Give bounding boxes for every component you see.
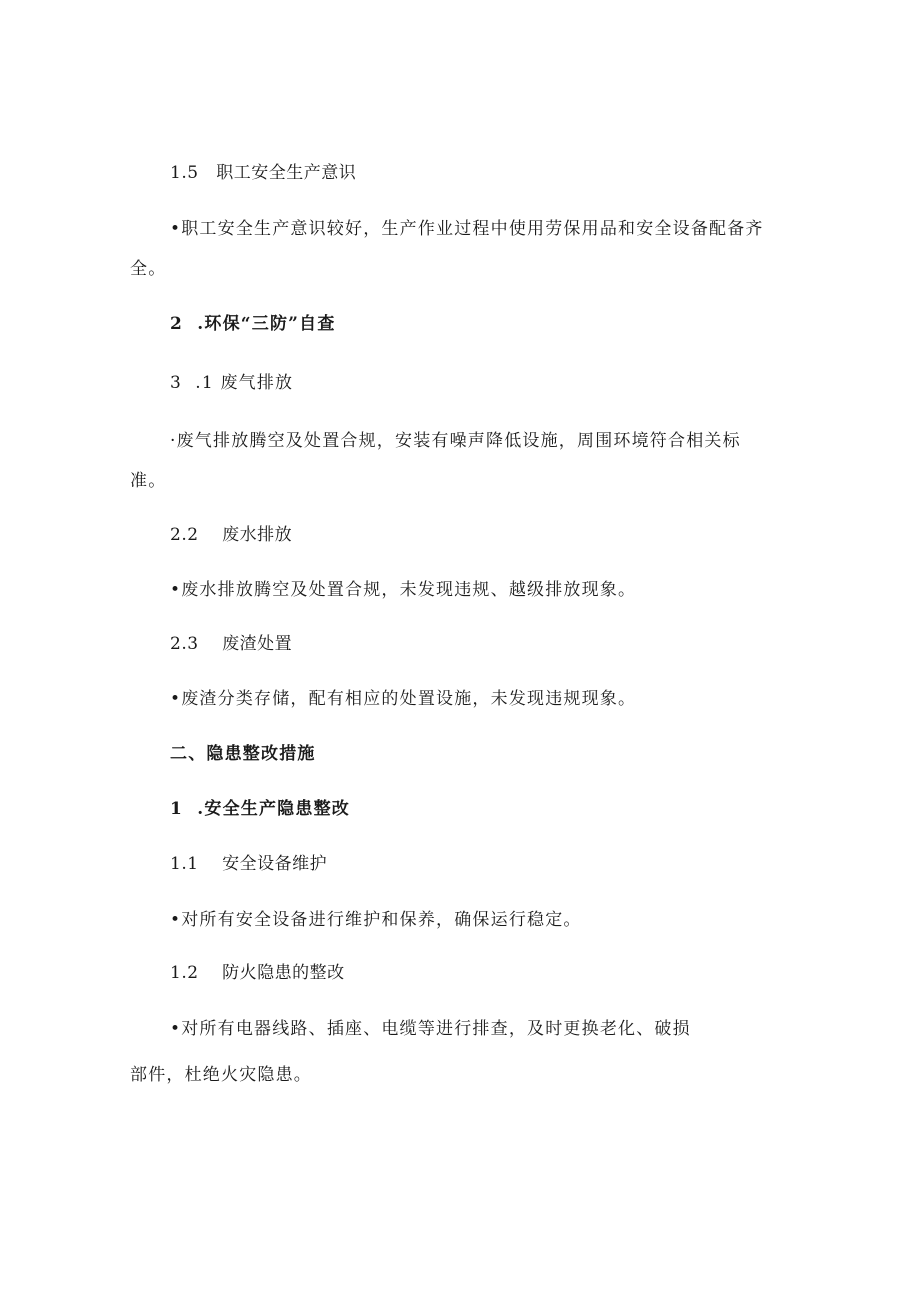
paragraph-1-2-line-2: 部件，杜绝火灾隐患。	[130, 1065, 312, 1085]
section-heading-3-1: 3 .1 废气排放	[170, 373, 294, 393]
section-heading-1-5: 1.5 职工安全生产意识	[170, 163, 357, 183]
paragraph-2-3: •废渣分类存储，配有相应的处置设施，未发现违规现象。	[170, 689, 637, 709]
section-heading-2-3: 2.3 废渣处置	[170, 634, 293, 654]
section-heading-2: 2 .环保“三防”自查	[170, 314, 336, 334]
paragraph-3-1-line-1: ·废气排放腾空及处置合规，安装有噪声降低设施，周围环境符合相关标	[170, 431, 741, 451]
paragraph-1-5-line-2: 全。	[130, 259, 167, 279]
paragraph-1-2-line-1: •对所有电器线路、插座、电缆等进行排查，及时更换老化、破损	[170, 1019, 691, 1039]
section-heading-1-1: 1.1 安全设备维护	[170, 854, 328, 874]
section-heading-1-2: 1.2 防火隐患的整改	[170, 963, 345, 983]
paragraph-2-2: •废水排放腾空及处置合规，未发现违规、越级排放现象。	[170, 580, 637, 600]
paragraph-1-5-line-1: •职工安全生产意识较好，生产作业过程中使用劳保用品和安全设备配备齐	[170, 219, 764, 239]
section-heading-1: 1 .安全生产隐患整改	[170, 799, 350, 819]
section-heading-two: 二、隐患整改措施	[170, 744, 316, 764]
paragraph-1-1: •对所有安全设备进行维护和保养，确保运行稳定。	[170, 910, 582, 930]
paragraph-3-1-line-2: 准。	[130, 471, 167, 491]
section-heading-2-2: 2.2 废水排放	[170, 525, 293, 545]
